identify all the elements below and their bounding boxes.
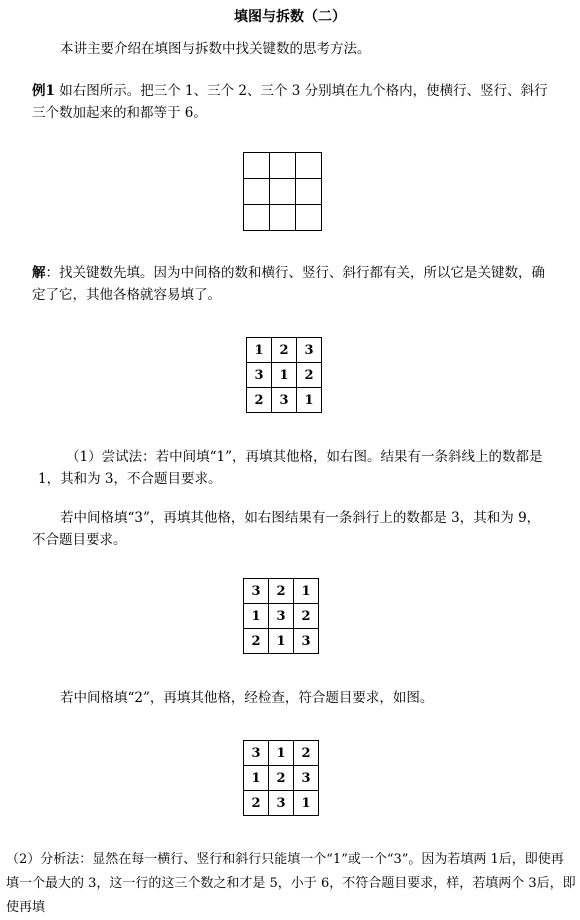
grid-cell: 1 <box>294 579 319 604</box>
grid-cell <box>244 179 270 205</box>
grid-cell: 1 <box>269 629 294 654</box>
grid-cell: 2 <box>247 388 272 413</box>
grid-cell: 3 <box>272 388 297 413</box>
grid-cell: 2 <box>269 766 294 791</box>
grid-cell: 1 <box>272 363 297 388</box>
center-2-paragraph: 若中间格填“2”，再填其他格，经检查，符合题目要求，如图。 <box>60 690 434 706</box>
grid-cell <box>270 179 296 205</box>
page-title: 填图与拆数（二） <box>234 9 346 25</box>
grid-row <box>244 791 319 816</box>
grid-cell: 3 <box>244 741 269 766</box>
grid-row <box>244 766 319 791</box>
grid-cell: 2 <box>244 791 269 816</box>
grid-center-1 <box>246 337 322 413</box>
grid-cell <box>296 179 322 205</box>
grid-cell <box>270 205 296 231</box>
grid-cell: 2 <box>294 741 319 766</box>
solution-text: ：找关键数先填。因为中间格的数和横行、竖行、斜行都有关，所以它是关键数，确定了它，其他各格就容易填了。 <box>32 265 545 303</box>
grid-cell: 3 <box>269 791 294 816</box>
grid-center-2 <box>243 740 319 816</box>
intro-paragraph: 本讲主要介绍在填图与拆数中找关键数的思考方法。 <box>60 41 371 57</box>
grid-cell: 3 <box>247 363 272 388</box>
grid-cell: 2 <box>272 338 297 363</box>
example-label: 例1 <box>32 83 55 99</box>
example-text: 如右图所示。把三个 1、三个 2、三个 3 分别填在九个格内，使横行、竖行、斜行三个数加起来的和都等于 6。 <box>32 83 548 121</box>
grid-row <box>244 741 319 766</box>
analysis-paragraph: （2）分析法：显然在每一横行、竖行和斜行只能填一个“1”或一个“3”。因为若填两 1后，即使再填一个最大的 3，这一行的这三个数之和才是 5，小于 6，不符合题目要求，样，若填两个 3后，即使再填 <box>6 852 576 915</box>
grid-row <box>244 179 322 205</box>
grid-cell: 3 <box>269 604 294 629</box>
grid-cell <box>296 153 322 179</box>
center-3-paragraph: 若中间格填“3”，再填其他格，如右图结果有一条斜行上的数都是 3，其和为 9，不合题目要求。 <box>32 510 541 548</box>
grid-cell: 1 <box>269 741 294 766</box>
grid-center-3 <box>243 578 319 654</box>
grid-cell: 3 <box>294 766 319 791</box>
empty-grid <box>243 152 322 231</box>
grid-row <box>247 363 322 388</box>
solution-label: 解 <box>32 265 46 281</box>
grid-cell: 3 <box>297 338 322 363</box>
grid-cell: 1 <box>247 338 272 363</box>
grid-cell: 2 <box>297 363 322 388</box>
grid-cell: 1 <box>244 766 269 791</box>
grid-row <box>244 629 319 654</box>
grid-cell: 2 <box>294 604 319 629</box>
grid-row <box>244 205 322 231</box>
grid-row <box>244 604 319 629</box>
grid-cell <box>244 153 270 179</box>
grid-cell: 2 <box>244 629 269 654</box>
grid-row <box>244 579 319 604</box>
example-paragraph <box>32 80 552 124</box>
grid-cell: 3 <box>244 579 269 604</box>
grid-cell: 1 <box>294 791 319 816</box>
grid-cell <box>270 153 296 179</box>
grid-cell: 1 <box>244 604 269 629</box>
grid-cell <box>244 205 270 231</box>
trial-paragraph: （1）尝试法：若中间填“1”，再填其他格，如右图。结果有一条斜线上的数都是 1，其和为 3，不合题目要求。 <box>38 449 543 487</box>
grid-row <box>247 338 322 363</box>
grid-row <box>244 153 322 179</box>
grid-cell <box>296 205 322 231</box>
grid-cell: 2 <box>269 579 294 604</box>
solution-paragraph <box>32 262 552 306</box>
grid-cell: 1 <box>297 388 322 413</box>
grid-row <box>247 388 322 413</box>
grid-cell: 3 <box>294 629 319 654</box>
